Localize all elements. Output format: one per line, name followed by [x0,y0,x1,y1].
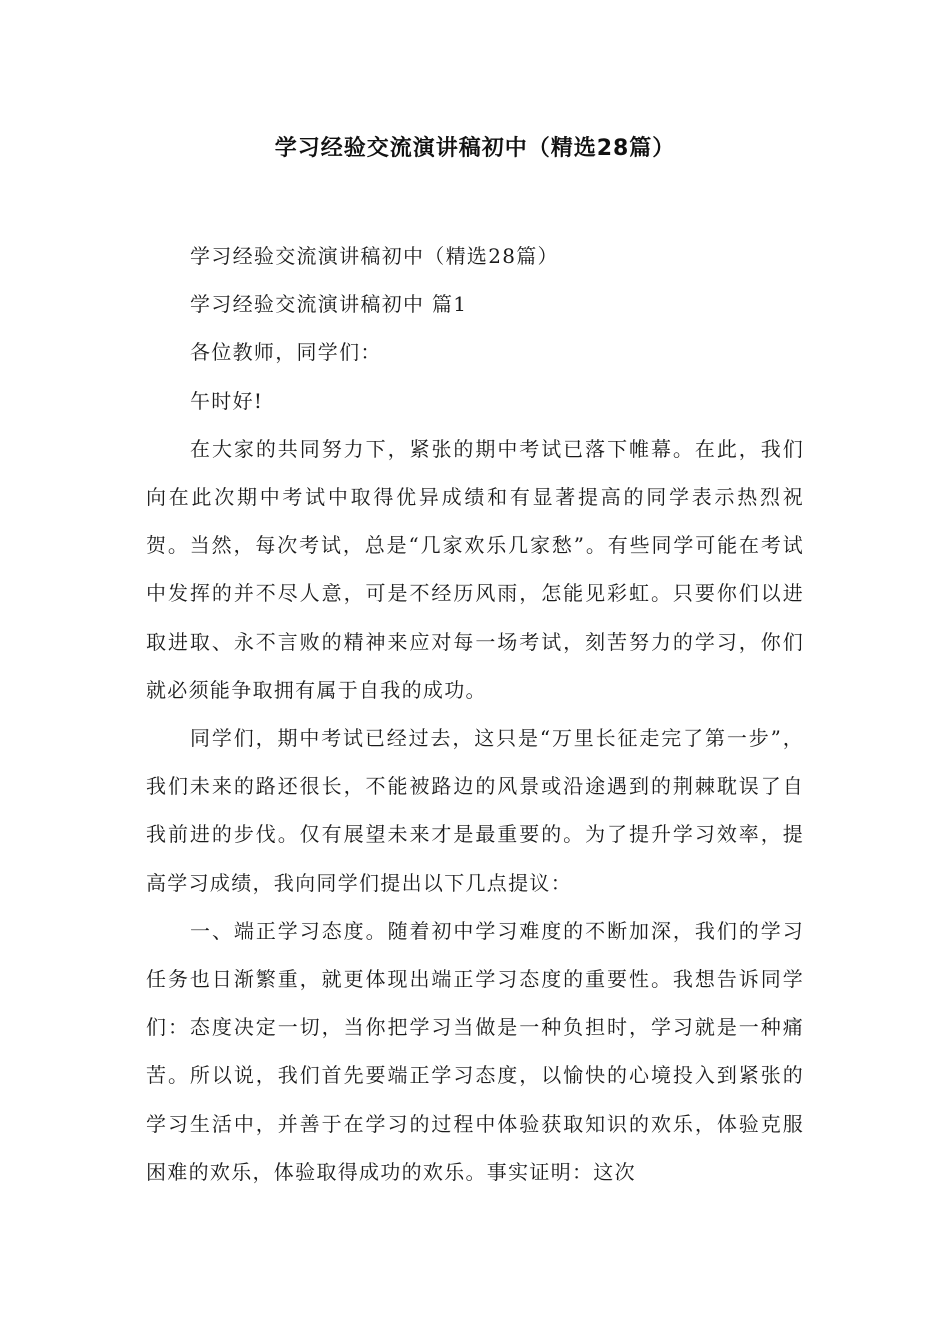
paragraph-body-1: 在大家的共同努力下，紧张的期中考试已落下帷幕。在此，我们向在此次期中考试中取得优异成绩和有显著提高的同学表示热烈祝贺。当然，每次考试，总是“几家欢乐几家愁”。有些同学可能在考试中发挥的并不尽人意，可是不经历风雨，怎能见彩虹。只要你们以进取进取、永不言败的精神来应对每一场考试，刻苦努力的学习，你们就必须能争取拥有属于自我的成功。 [146,436,804,702]
paragraph-section-title: 学习经验交流演讲稿初中 篇1 [190,292,468,317]
paragraph-greeting: 午时好! [190,388,264,413]
paragraph-heading: 学习经验交流演讲稿初中（精选28篇） [190,244,559,268]
paragraph-body-2: 同学们，期中考试已经过去，这只是“万里长征走完了第一步”，我们未来的路还很长，不能被路边的风景或沿途遇到的荆棘耽误了自我前进的步伐。仅有展望未来才是最重要的。为了提升学习效率，提高学习成绩，我向同学们提出以下几点提议： [146,726,804,895]
paragraph-body-3: 一、端正学习态度。随着初中学习难度的不断加深，我们的学习任务也日渐繁重，就更体现出端正学习态度的重要性。我想告诉同学们：态度决定一切，当你把学习当做是一种负担时，学习就是一种痛苦。所以说，我们首先要端正学习态度，以愉快的心境投入到紧张的学习生活中，并善于在学习的过程中体验获取知识的欢乐，体验克服困难的欢乐，体验取得成功的欢乐。事实证明：这次 [146,918,804,1184]
document-title: 学习经验交流演讲稿初中（精选28篇） [274,136,676,161]
paragraph-salutation: 各位教师，同学们： [190,340,382,365]
document-body [146,232,804,1196]
